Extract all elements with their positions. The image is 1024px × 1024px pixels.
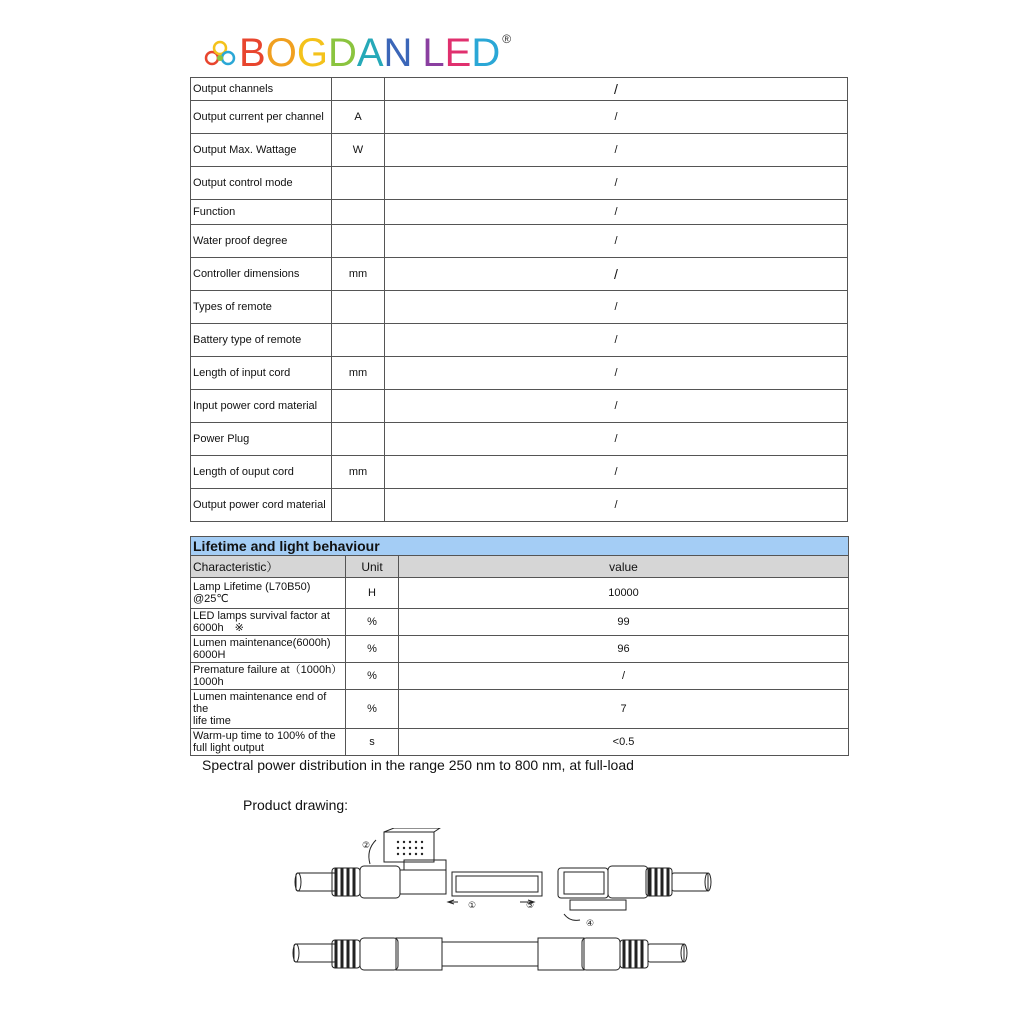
lifetime-unit: % <box>346 690 399 729</box>
spec-value: / <box>385 324 848 357</box>
spec-row <box>191 291 848 324</box>
header-unit: Unit <box>346 556 399 578</box>
spec-row <box>191 225 848 258</box>
spec-value: / <box>385 258 848 291</box>
spec-label: Controller dimensions <box>191 258 332 291</box>
spec-row <box>191 101 848 134</box>
lifetime-value: 96 <box>399 636 849 663</box>
characteristic-line-2: 6000h ※ <box>193 622 244 634</box>
spec-unit: A <box>332 101 385 134</box>
spec-label: Length of input cord <box>191 357 332 390</box>
characteristic-line-1: LED lamps survival factor at <box>193 610 330 622</box>
characteristic-line-1: Lumen maintenance end of the <box>193 691 327 715</box>
lifetime-unit: % <box>346 609 399 636</box>
header-characteristic: Characteristic） <box>191 556 346 578</box>
lifetime-title-row <box>191 537 849 556</box>
spec-row <box>191 489 848 522</box>
characteristic-line-2: 6000H <box>193 649 226 661</box>
registered-mark: ® <box>502 32 512 46</box>
spec-row <box>191 456 848 489</box>
spec-row <box>191 200 848 225</box>
product-drawing <box>288 828 728 978</box>
spec-unit: mm <box>332 258 385 291</box>
drawing-title: Product drawing: <box>243 797 349 813</box>
spec-row <box>191 78 848 101</box>
lifetime-title: Lifetime and light behaviour <box>191 537 849 556</box>
spec-value: / <box>385 291 848 324</box>
connector-left-assembly <box>295 828 446 898</box>
logo-letter: B <box>239 31 266 75</box>
spec-row <box>191 134 848 167</box>
characteristic-line-1: Lamp Lifetime (L70B50) <box>193 581 311 593</box>
lifetime-row <box>191 663 849 690</box>
lifetime-unit: H <box>346 578 399 609</box>
spec-table <box>190 77 848 522</box>
spec-unit <box>332 200 385 225</box>
spec-label: Battery type of remote <box>191 324 332 357</box>
spec-unit: mm <box>332 456 385 489</box>
spec-row <box>191 357 848 390</box>
spec-value: / <box>385 200 848 225</box>
spec-value: / <box>385 489 848 522</box>
spec-unit <box>332 324 385 357</box>
header-value: value <box>399 556 849 578</box>
spec-label: Function <box>191 200 332 225</box>
step-label-4: ④ <box>586 919 595 929</box>
lifetime-row <box>191 578 849 609</box>
step-label-1: ① <box>468 901 477 911</box>
characteristic-line-2: full light output <box>193 742 264 754</box>
logo-letter: G <box>296 31 328 75</box>
lifetime-row <box>191 690 849 729</box>
step-label-3: ③ <box>526 901 535 911</box>
spec-value: / <box>385 101 848 134</box>
spec-row <box>191 167 848 200</box>
lifetime-row <box>191 729 849 756</box>
lifetime-unit: % <box>346 636 399 663</box>
spec-row <box>191 423 848 456</box>
spec-label: Output channels <box>191 78 332 101</box>
spec-label: Length of ouput cord <box>191 456 332 489</box>
lifetime-value: <0.5 <box>399 729 849 756</box>
logo-icon <box>203 36 237 70</box>
characteristic-line-1: Premature failure at（1000h） <box>193 664 343 676</box>
spec-label: Output Max. Wattage <box>191 134 332 167</box>
spec-value: / <box>385 167 848 200</box>
characteristic-line-1: Lumen maintenance(6000h) <box>193 637 331 649</box>
spec-unit <box>332 390 385 423</box>
lifetime-value: / <box>399 663 849 690</box>
lifetime-unit: s <box>346 729 399 756</box>
logo-letter: D <box>327 31 357 75</box>
spec-unit <box>332 78 385 101</box>
spec-row <box>191 324 848 357</box>
lifetime-value: 10000 <box>399 578 849 609</box>
spec-label: Types of remote <box>191 291 332 324</box>
spectral-text: Spectral power distribution in the range 250 nm to 800 nm, at full-load <box>202 757 634 773</box>
strip-segment <box>448 872 542 904</box>
spec-value: / <box>385 423 848 456</box>
lifetime-table <box>190 536 849 756</box>
spec-unit <box>332 423 385 456</box>
logo-letter: A <box>356 31 384 75</box>
connector-right-assembly <box>558 866 711 920</box>
spec-value: / <box>385 390 848 423</box>
lifetime-characteristic <box>191 729 346 756</box>
logo-wordmark <box>239 33 500 73</box>
spec-unit <box>332 167 385 200</box>
spec-unit <box>332 291 385 324</box>
lifetime-unit: % <box>346 663 399 690</box>
spec-value: / <box>385 456 848 489</box>
lifetime-row <box>191 636 849 663</box>
spec-row <box>191 390 848 423</box>
lifetime-row <box>191 609 849 636</box>
spec-label: Water proof degree <box>191 225 332 258</box>
logo-letter: O <box>265 31 297 75</box>
lifetime-characteristic <box>191 690 346 729</box>
spec-label: Output current per channel <box>191 101 332 134</box>
spec-value: / <box>385 134 848 167</box>
spec-unit <box>332 489 385 522</box>
lifetime-characteristic <box>191 578 346 609</box>
spec-label: Input power cord material <box>191 390 332 423</box>
spec-label: Power Plug <box>191 423 332 456</box>
spec-label: Output power cord material <box>191 489 332 522</box>
logo-letter: D <box>471 31 501 75</box>
spec-row <box>191 258 848 291</box>
characteristic-line-2: life time <box>193 715 231 727</box>
lifetime-characteristic <box>191 636 346 663</box>
spec-label: Output control mode <box>191 167 332 200</box>
lifetime-value: 99 <box>399 609 849 636</box>
characteristic-line-2: @25℃ <box>193 593 229 605</box>
brand-logo <box>203 32 511 74</box>
logo-letter: E <box>444 31 472 75</box>
logo-letter: L <box>422 31 445 75</box>
characteristic-line-1: Warm-up time to 100% of the <box>193 730 336 742</box>
spec-unit: mm <box>332 357 385 390</box>
step-label-2: ② <box>362 841 371 851</box>
chip-dots <box>397 841 423 855</box>
spec-unit: W <box>332 134 385 167</box>
lifetime-characteristic <box>191 663 346 690</box>
logo-letter: N <box>383 31 413 75</box>
lifetime-header-row <box>191 556 849 578</box>
characteristic-line-2: 1000h <box>193 676 224 688</box>
spec-value: / <box>385 225 848 258</box>
spec-value: / <box>385 357 848 390</box>
lifetime-value: 7 <box>399 690 849 729</box>
lifetime-characteristic <box>191 609 346 636</box>
spec-unit <box>332 225 385 258</box>
spec-value: / <box>385 78 848 101</box>
assembled-connector <box>293 938 687 970</box>
